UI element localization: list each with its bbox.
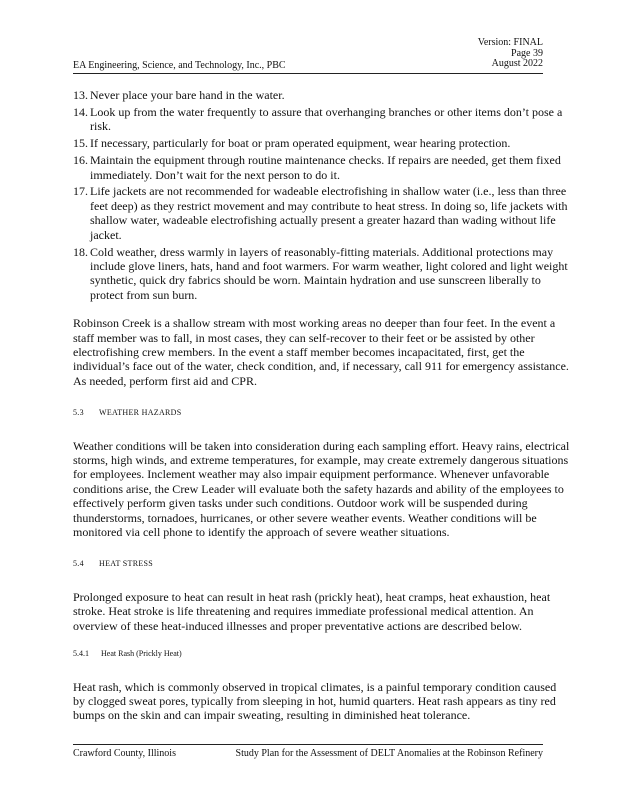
item-text: Life jackets are not recommended for wadeable electrofishing in shallow water (i.e., less than three feet deep) as they restrict movement and may contribute to heat stress. In doing so, life jackets with shallow water, wadeable electrofishing actually present a greater hazard than wading without life jacket. bbox=[90, 184, 568, 242]
section-number: 5.4 bbox=[73, 559, 84, 569]
document-date: August 2022 bbox=[491, 58, 543, 69]
item-text: Maintain the equipment through routine maintenance checks. If repairs are needed, get them fixed immediately. Don’t wait for the next person to do it. bbox=[90, 153, 561, 182]
list-item bbox=[73, 136, 571, 150]
subsection-title: Heat Rash (Prickly Heat) bbox=[101, 649, 182, 659]
subsection-number: 5.4.1 bbox=[73, 649, 89, 659]
safety-list bbox=[73, 88, 571, 302]
item-number: 17. bbox=[73, 184, 88, 199]
footer-divider bbox=[73, 744, 543, 745]
item-text: Cold weather, dress warmly in layers of reasonably-fitting materials. Additional protections may include glove liners, hats, hand and foot warmers. For warm weather, light colored and light weight synthetic, quick dry fabrics should be worn. Maintain hydration and use sunscreen liberally to protect from sun burn. bbox=[90, 244, 568, 302]
item-number: 15. bbox=[73, 136, 88, 151]
list-item bbox=[73, 184, 571, 242]
section-title: WEATHER HAZARDS bbox=[99, 408, 182, 418]
company-name: EA Engineering, Science, and Technology, Inc., PBC bbox=[73, 60, 286, 71]
item-number: 13. bbox=[73, 88, 88, 102]
item-text: If necessary, particularly for boat or pram operated equipment, wear hearing protection. bbox=[90, 136, 511, 151]
item-number: 16. bbox=[73, 153, 88, 168]
section-heading-heat-stress bbox=[73, 557, 571, 571]
list-item bbox=[73, 245, 571, 303]
footer-location: Crawford County, Illinois bbox=[73, 748, 176, 759]
list-item bbox=[73, 105, 571, 134]
page-body bbox=[73, 88, 571, 723]
paragraph-weather: Weather conditions will be taken into consideration during each sampling effort. Heavy rains, electrical storms, high winds, and extreme temperatures, for example, may create extremely dangerous situations for employees. Inclement weather may also impair equipment performance. Whenever unfavorable conditions arise, the Crew Leader will evaluate both the safety hazards and ability of the employees to effectively perform given tasks under such conditions. Outdoor work will be suspended during thunderstorms, tornadoes, hurricanes, or other severe weather events. Weather conditions will be monitored via cell phone to identify the approach of severe weather situations. bbox=[73, 438, 570, 540]
paragraph-heat-stress: Prolonged exposure to heat can result in heat rash (prickly heat), heat cramps, heat exhaustion, heat stroke. Heat stroke is life threatening and requires immediate professional medical attention. An overview of these heat-induced illnesses and proper preventative actions are described below. bbox=[73, 589, 551, 633]
section-number: 5.3 bbox=[73, 408, 84, 418]
item-number: 14. bbox=[73, 104, 88, 119]
item-text: Never place your bare hand in the water. bbox=[90, 88, 285, 102]
section-title: HEAT STRESS bbox=[99, 559, 154, 569]
list-item bbox=[73, 88, 571, 102]
page-number: Page 39 bbox=[511, 47, 543, 59]
paragraph-robinson-creek: Robinson Creek is a shallow stream with most working areas no deeper than four feet. In the event a staff member was to fall, in most cases, they can self-recover to their feet or be assisted by other electrofishing crew members. In the event a staff member becomes incapacitated, first, get the individual’s face out of the water, check condition, and, if necessary, call 911 for emergency assistance. As needed, perform first aid and CPR. bbox=[73, 316, 569, 388]
header-meta bbox=[478, 38, 543, 70]
section-heading-weather bbox=[73, 406, 571, 420]
footer-title: Study Plan for the Assessment of DELT Anomalies at the Robinson Refinery bbox=[235, 748, 543, 759]
subsection-heading-heat-rash bbox=[73, 647, 571, 661]
item-number: 18. bbox=[73, 244, 88, 259]
item-text: Look up from the water frequently to assure that overhanging branches or other items don’t pose a risk. bbox=[90, 104, 563, 134]
header-divider bbox=[73, 73, 543, 74]
paragraph-heat-rash: Heat rash, which is commonly observed in tropical climates, is a painful temporary condition caused by clogged sweat pores, typically from sleeping in hot, humid quarters. Heat rash appears as tiny red bumps on the skin and can impair sweating, resulting in diminished heat tolerance. bbox=[73, 679, 557, 723]
list-item bbox=[73, 153, 571, 182]
version-label: Version: FINAL bbox=[477, 37, 543, 48]
